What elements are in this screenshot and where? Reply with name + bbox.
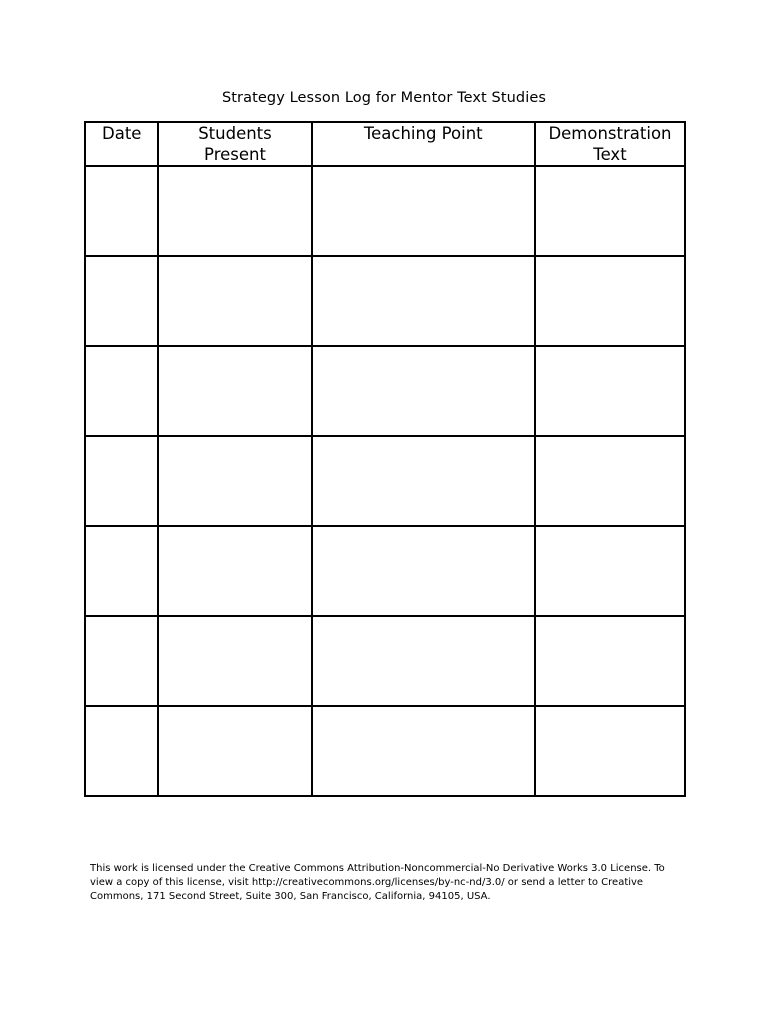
header-teaching-point-label: Teaching Point — [363, 124, 483, 143]
demonstration-text-cell[interactable] — [535, 706, 685, 796]
demonstration-text-cell[interactable] — [535, 346, 685, 436]
students-present-cell[interactable] — [158, 616, 311, 706]
header-demonstration-label-line2: Text — [593, 145, 627, 164]
demonstration-text-cell[interactable] — [535, 436, 685, 526]
date-cell[interactable] — [85, 526, 158, 616]
header-students-label-line1: Students — [198, 124, 272, 143]
table-row — [85, 616, 685, 706]
date-cell[interactable] — [85, 256, 158, 346]
table-row — [85, 706, 685, 796]
demonstration-text-cell[interactable] — [535, 526, 685, 616]
date-cell[interactable] — [85, 706, 158, 796]
students-present-cell[interactable] — [158, 436, 311, 526]
students-present-cell[interactable] — [158, 346, 311, 436]
students-present-cell[interactable] — [158, 526, 311, 616]
teaching-point-cell[interactable] — [312, 526, 535, 616]
table-row — [85, 436, 685, 526]
teaching-point-cell[interactable] — [312, 166, 535, 256]
students-present-cell[interactable] — [158, 256, 311, 346]
table-row — [85, 526, 685, 616]
demonstration-text-cell[interactable] — [535, 256, 685, 346]
date-cell[interactable] — [85, 166, 158, 256]
date-cell[interactable] — [85, 346, 158, 436]
table-header-row — [85, 122, 685, 166]
students-present-cell[interactable] — [158, 166, 311, 256]
table-row — [85, 346, 685, 436]
license-notice: This work is licensed under the Creative Commons Attribution-Noncommercial-No Derivative Works 3.0 License. To view a copy of this license, visit http://creativecommons.org/licenses/by-nc-nd/3.0/ or send a letter to Creative Commons, 171 Second Street, Suite 300, San Francisco, California, 94105, USA. — [90, 863, 665, 902]
teaching-point-cell[interactable] — [312, 346, 535, 436]
demonstration-text-cell[interactable] — [535, 166, 685, 256]
teaching-point-cell[interactable] — [312, 616, 535, 706]
page-title: Strategy Lesson Log for Mentor Text Studies — [221, 90, 547, 106]
date-cell[interactable] — [85, 436, 158, 526]
header-demonstration-text — [535, 122, 685, 166]
lesson-log-table — [84, 121, 686, 797]
date-cell[interactable] — [85, 616, 158, 706]
header-date-label: Date — [102, 124, 142, 143]
header-students-label-line2: Present — [204, 145, 266, 164]
teaching-point-cell[interactable] — [312, 256, 535, 346]
teaching-point-cell[interactable] — [312, 706, 535, 796]
demonstration-text-cell[interactable] — [535, 616, 685, 706]
header-date — [85, 122, 158, 166]
teaching-point-cell[interactable] — [312, 436, 535, 526]
header-teaching-point — [312, 122, 535, 166]
header-students-present — [158, 122, 311, 166]
table-row — [85, 256, 685, 346]
table-row — [85, 166, 685, 256]
students-present-cell[interactable] — [158, 706, 311, 796]
header-demonstration-label-line1: Demonstration — [548, 124, 672, 143]
